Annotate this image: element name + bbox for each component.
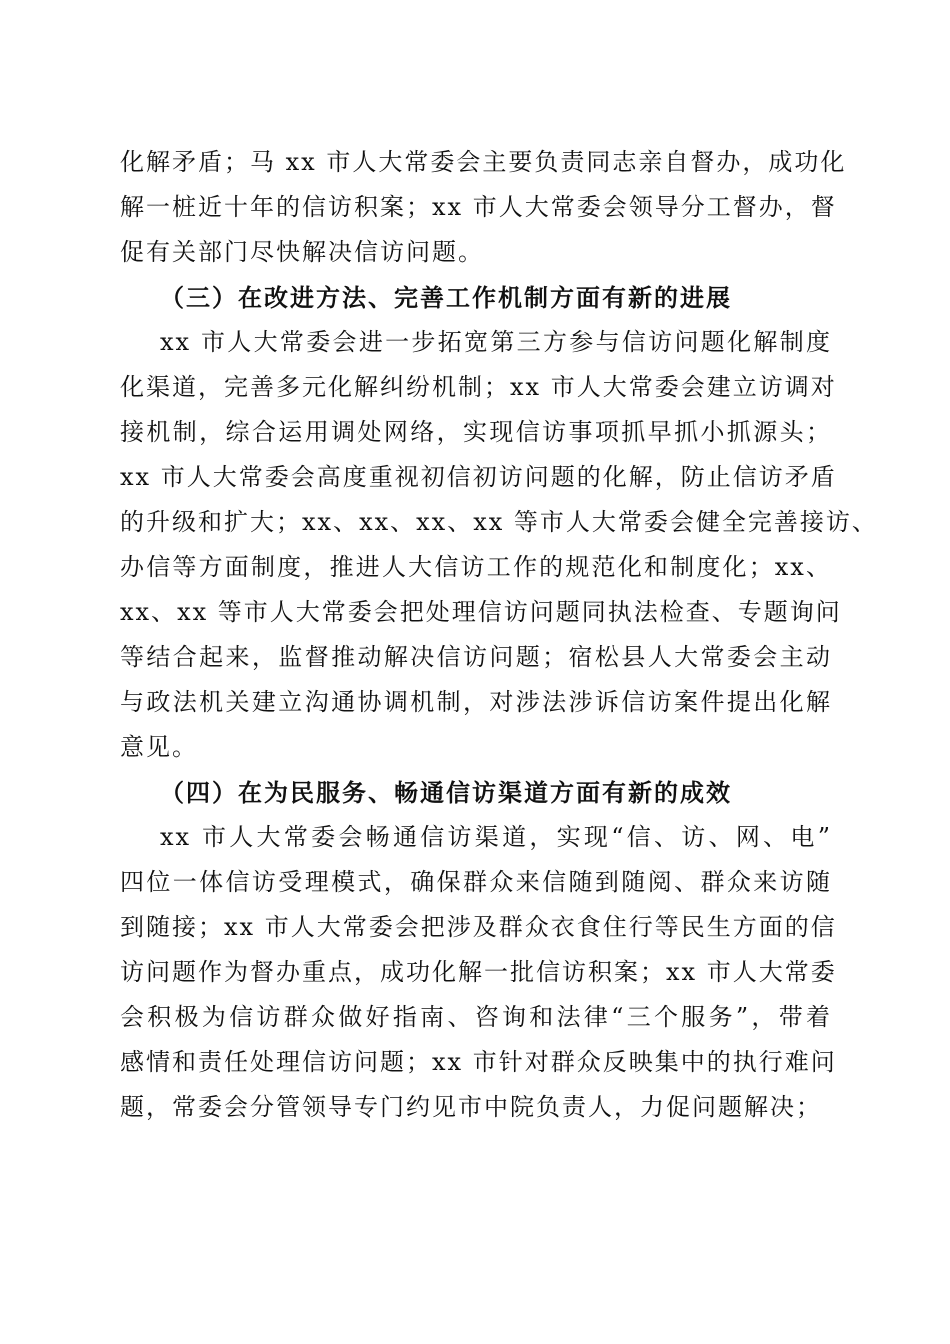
text-line: 题，常委会分管领导专门约见市中院负责人，力促问题解决； — [120, 1093, 822, 1121]
text-line: 意见。 — [120, 733, 198, 761]
text-line: xx、xx 等市人大常委会把处理信访问题同执法检查、专题询问 — [120, 598, 842, 626]
text-line: 促有关部门尽快解决信访问题。 — [120, 238, 484, 266]
text-line: xx 市人大常委会高度重视初信初访问题的化解，防止信访矛盾 — [120, 463, 837, 491]
body-text — [120, 140, 878, 1130]
text-line: 接机制，综合运用调处网络，实现信访事项抓早抓小抓源头； — [120, 418, 832, 446]
text-line: 解一桩近十年的信访积案；xx 市人大常委会领导分工督办，督 — [120, 193, 837, 221]
text-line: 的升级和扩大；xx、xx、xx、xx 等市人大常委会健全完善接访、 — [120, 508, 878, 536]
text-line: 等结合起来，监督推动解决信访问题；宿松县人大常委会主动 — [120, 643, 832, 671]
text-line: 到随接；xx 市人大常委会把涉及群众衣食住行等民生方面的信 — [120, 913, 837, 941]
text-line: 四位一体信访受理模式，确保群众来信随到随阅、群众来访随 — [120, 868, 832, 896]
text-line: 化渠道，完善多元化解纠纷机制；xx 市人大常委会建立访调对 — [120, 373, 837, 401]
section-heading-3: （三）在改进方法、完善工作机制方面有新的进展 — [160, 283, 732, 312]
text-line: xx 市人大常委会畅通信访渠道，实现“信、访、网、电” — [160, 823, 832, 851]
text-line: 办信等方面制度，推进人大信访工作的规范化和制度化；xx、 — [120, 553, 832, 581]
text-line: xx 市人大常委会进一步拓宽第三方参与信访问题化解制度 — [160, 328, 832, 356]
text-line: 感情和责任处理信访问题；xx 市针对群众反映集中的执行难问 — [120, 1048, 837, 1076]
section-heading-4: （四）在为民服务、畅通信访渠道方面有新的成效 — [160, 778, 732, 807]
text-line: 与政法机关建立沟通协调机制，对涉法涉诉信访案件提出化解 — [120, 688, 832, 716]
text-line: 会积极为信访群众做好指南、咨询和法律“三个服务”，带着 — [120, 1003, 832, 1031]
text-line: 化解矛盾；马 xx 市人大常委会主要负责同志亲自督办，成功化 — [120, 148, 847, 176]
text-line: 访问题作为督办重点，成功化解一批信访积案；xx 市人大常委 — [120, 958, 837, 986]
